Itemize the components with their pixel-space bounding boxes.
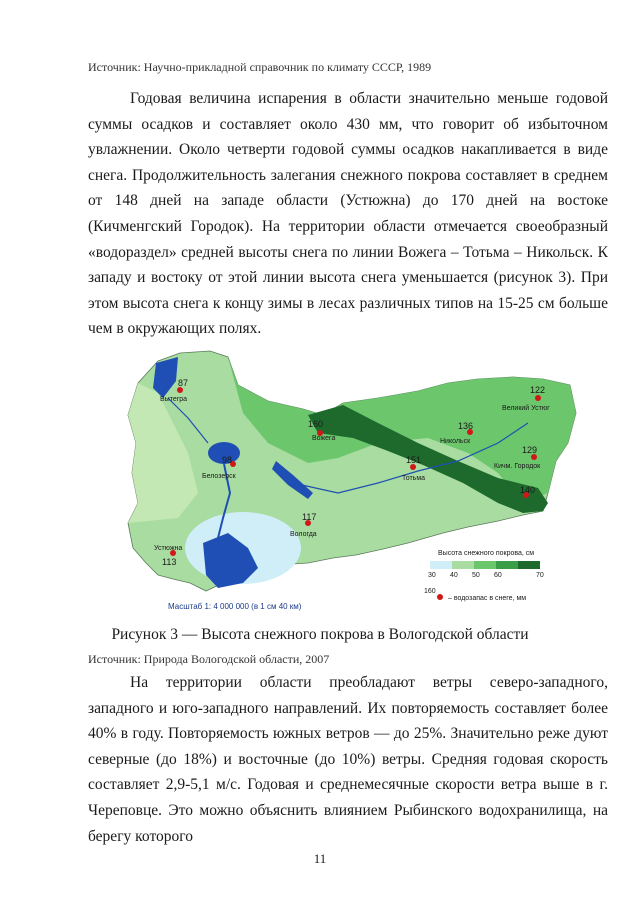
map-scale: Масштаб 1: 4 000 000 (в 1 см 40 км) <box>168 602 302 611</box>
source-note-top: Источник: Научно-прикладной справочник по климату СССР, 1989 <box>88 60 432 74</box>
map-value: 151 <box>406 455 422 465</box>
dot-legend-icon <box>437 594 443 600</box>
city-label: Вологда <box>290 531 317 538</box>
city-label: Белозерск <box>202 473 236 480</box>
city-dot <box>535 395 541 401</box>
city-label: Великий Устюг <box>502 405 550 412</box>
legend-title: Высота снежного покрова, см <box>438 550 535 557</box>
map-value: 87 <box>178 378 189 388</box>
legend-swatch <box>518 561 540 569</box>
legend-tick: 50 <box>472 572 480 579</box>
legend-swatch <box>430 561 452 569</box>
body-paragraph-1: Годовая величина испарения в области значительно меньше годовой суммы осадков и составляет около 430 мм, что говорит об избыточном увлажнении. Около четверти годовой суммы осадков накапливается в виде снега. Продолжительность залегания снежного покрова составляет в среднем от 148 дней на западе области (Устюжна) до 170 дней на востоке (Кичменгский Городок). На территории области отмечается своеобразный «водораздел» средней высоты снега по линии Вожега – Тотьма – Никольск. К западу и востоку от этой линии высота снега уменьшается (рисунок 3). При этом высота снега к концу зимы в лесах различных типов на 15-25 см больше чем в окружающих полях. <box>88 90 608 338</box>
legend-swatch <box>452 561 474 569</box>
city-label: Никольск <box>440 438 471 445</box>
map-value: 122 <box>530 385 546 395</box>
city-label: Вожега <box>312 435 336 442</box>
dot-legend-text: – водозапас в снеге, мм <box>448 595 527 602</box>
city-label: Вытегра <box>160 396 188 403</box>
map-value: 136 <box>458 421 474 431</box>
dot-legend-value: 160 <box>424 588 436 595</box>
legend-swatch <box>474 561 496 569</box>
city-label: Тотьма <box>402 475 426 482</box>
city-label: Кичм. Городок <box>494 463 541 470</box>
map-value: 117 <box>302 512 317 522</box>
legend-tick: 60 <box>494 572 502 579</box>
snow-cover-map <box>118 343 586 613</box>
legend-tick: 30 <box>428 572 436 579</box>
map-value: 160 <box>308 419 324 429</box>
city-label: Устюжна <box>154 545 183 552</box>
map-value: 98 <box>222 455 233 465</box>
legend-swatch <box>496 561 518 569</box>
map-value: 113 <box>162 557 177 567</box>
figure-caption: Рисунок 3 — Высота снежного покрова в Вологодской области <box>111 626 529 643</box>
map-legend <box>424 550 544 602</box>
map-value: 129 <box>522 445 538 455</box>
legend-tick: 70 <box>536 572 544 579</box>
map-value: 140 <box>520 485 536 495</box>
legend-tick: 40 <box>450 572 458 579</box>
source-note-bottom: Источник: Природа Вологодской области, 2007 <box>88 652 330 666</box>
body-paragraph-2: На территории области преобладают ветры северо-западного, западного и юго-западного направлений. Их повторяемость составляет более 40% в году. Повторяемость южных ветров — до 25%. Значительно реже дуют северные (до 18%) и восточные (до 10%) ветры. Средняя годовая скорость составляет 2,9-5,1 м/с. Годовая и среднемесячные скорости ветра выше в г. Череповце. Это можно объяснить влиянием Рыбинского водохранилища, на берегу которого <box>88 674 608 845</box>
page-number: 11 <box>313 851 327 866</box>
